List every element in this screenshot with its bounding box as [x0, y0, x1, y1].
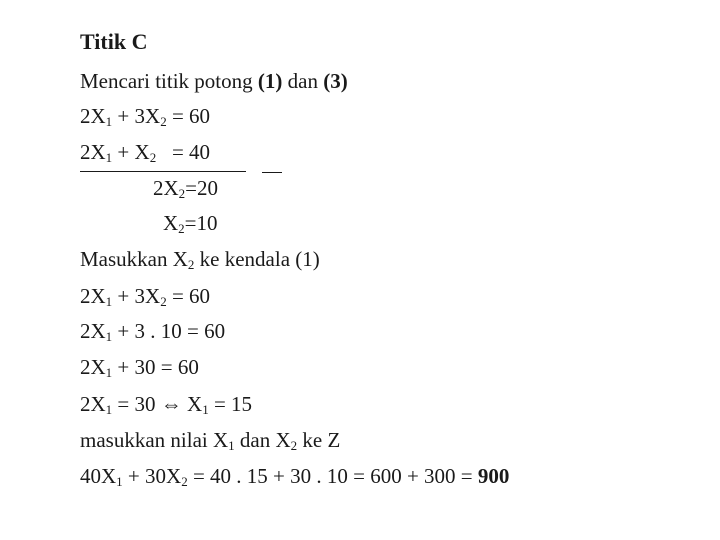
constraint-ref-1: (1): [257, 69, 283, 93]
subscript: 1: [105, 365, 113, 380]
final-equation: [80, 464, 509, 488]
objective-instruction: [80, 428, 340, 452]
subscript: 2: [160, 114, 167, 129]
subscript: 2: [178, 221, 185, 236]
eq-term: ke Z: [297, 428, 341, 452]
constraint-ref-3: (3): [323, 69, 348, 93]
eq-term: 2X: [80, 319, 106, 343]
equivalence-arrow-icon: ⇔: [160, 392, 182, 416]
eq-term: Masukkan X: [80, 247, 188, 271]
subtraction-rule: [80, 171, 246, 172]
subscript: 2: [149, 150, 157, 165]
eq-term: 40X: [80, 464, 117, 488]
eq-term: 2X: [80, 392, 106, 416]
final-answer: 900: [477, 464, 510, 488]
eq-term: + 3X: [112, 104, 161, 128]
eq-term: ke kendala (1): [194, 247, 320, 271]
subscript: 1: [116, 474, 123, 489]
subscript: 1: [202, 402, 209, 417]
equation-1: [80, 104, 210, 128]
eq-term: X: [181, 392, 203, 416]
eq-term: X: [163, 211, 179, 235]
result-line-2: [163, 211, 218, 235]
subscript: 2: [160, 294, 167, 309]
eq-term: 2X: [80, 284, 106, 308]
subscript: 1: [105, 150, 113, 165]
eq-term: = 40 . 15 + 30 . 10 = 600 + 300 =: [187, 464, 478, 488]
eq-term: 2X: [80, 104, 106, 128]
eq-term: = 40: [156, 140, 211, 164]
subscript: 2: [178, 186, 186, 201]
subscript: 1: [105, 114, 113, 129]
subscript: 1: [105, 402, 113, 417]
eq-term: = 60: [166, 104, 211, 128]
eq-term: dan X: [234, 428, 291, 452]
eq-term: = 15: [208, 392, 253, 416]
intro-text: Mencari titik potong: [80, 69, 258, 93]
subscript: 2: [181, 474, 188, 489]
subscript: 1: [105, 294, 113, 309]
eq-term: =20: [185, 176, 219, 200]
subscript: 2: [290, 438, 298, 453]
step-line-4: [80, 392, 252, 416]
eq-term: =10: [184, 211, 218, 235]
eq-term: 2X: [80, 140, 106, 164]
substitute-instruction: [80, 247, 320, 271]
result-line-1: [153, 176, 218, 200]
eq-term: + 30X: [122, 464, 182, 488]
eq-term: + X: [112, 140, 150, 164]
eq-term: + 3X: [112, 284, 161, 308]
minus-sign: [262, 172, 282, 173]
step-line-3: [80, 355, 199, 379]
eq-term: = 60: [166, 284, 211, 308]
step-line-1: [80, 284, 210, 308]
subscript: 1: [228, 438, 235, 453]
equation-3: [80, 140, 210, 164]
eq-term: 2X: [80, 355, 106, 379]
intro-middle: dan: [282, 69, 324, 93]
eq-term: = 30: [112, 392, 161, 416]
eq-term: + 30 = 60: [112, 355, 199, 379]
step-line-2: [80, 319, 225, 343]
eq-term: + 3 . 10 = 60: [112, 319, 226, 343]
intro-line: [80, 69, 348, 93]
subscript: 2: [187, 257, 195, 272]
eq-term: 2X: [153, 176, 179, 200]
section-title: Titik C: [80, 29, 148, 54]
eq-term: masukkan nilai X: [80, 428, 229, 452]
subscript: 1: [105, 329, 113, 344]
